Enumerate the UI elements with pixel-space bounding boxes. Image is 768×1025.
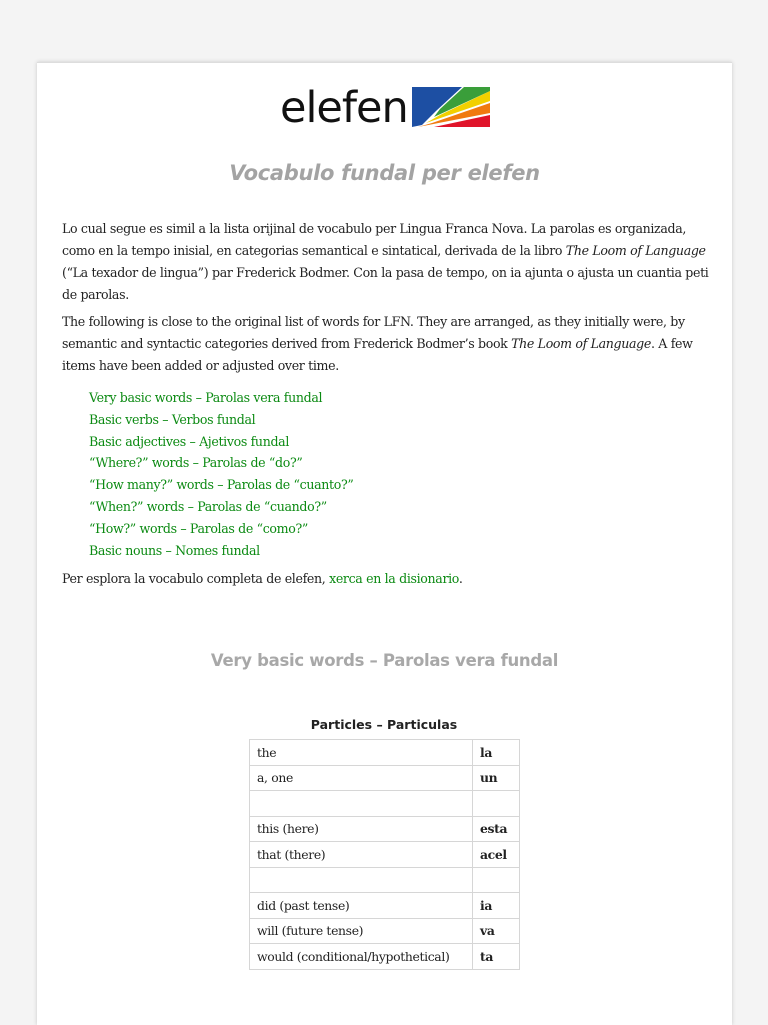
intro-lfn-part1: Lo cual segue es simil a la lista orijinal de vocabulo per Lingua Franca Nova. La parolas es organizada, como en la tempo inisial, en categorias semantical e sintatical, derivada de la libro [62,221,687,258]
logo-wordmark: elefen [280,83,408,133]
english-cell: the [250,740,473,766]
link-how-many-words[interactable]: “How many?” words – Parolas de “cuanto?” [89,477,354,493]
table-row [250,816,520,842]
table-row-spacer [250,791,520,817]
table-row [250,893,520,919]
elefen-cell [473,867,520,893]
elefen-cell: un [473,765,520,791]
english-cell: did (past tense) [250,893,473,919]
explore-paragraph [62,568,712,590]
table-row-spacer [250,867,520,893]
link-where-words[interactable]: “Where?” words – Parolas de “do?” [89,455,303,471]
table-row [250,944,520,970]
elefen-cell [473,791,520,817]
intro-paragraph-en [62,311,712,377]
english-cell: a, one [250,765,473,791]
elefen-logo[interactable] [280,85,492,131]
elefen-cell: va [473,918,520,944]
elefen-cell: acel [473,842,520,868]
table-row [250,842,520,868]
english-cell: this (here) [250,816,473,842]
link-how-words[interactable]: “How?” words – Parolas de “como?” [89,520,308,536]
elefen-cell: esta [473,816,520,842]
link-basic-verbs[interactable]: Basic verbs – Verbos fundal [89,411,256,427]
intro-en-part2: . A few items have been added or adjusted over time. [62,336,693,373]
english-cell [250,867,473,893]
table-row [250,918,520,944]
english-cell: would (conditional/hypothetical) [250,944,473,970]
explore-prefix: Per esplora la vocabulo completa de elefen, [62,571,330,586]
english-cell [250,791,473,817]
link-basic-adjectives[interactable]: Basic adjectives – Ajetivos fundal [89,433,289,449]
explore-suffix: . [458,571,463,586]
intro-en-book-title: The Loom of Language [511,336,651,351]
english-cell: will (future tense) [250,918,473,944]
section-heading: Very basic words – Parolas vera fundal [210,651,559,670]
category-link-list [89,387,353,561]
intro-en-part1: The following is close to the original list of words for LFN. They are arranged, as they initially were, by semantic and syntactic categories derived from Frederick Bodmer’s book [62,314,685,351]
table-caption: Particles – Particulas [310,717,458,732]
elefen-cell: la [473,740,520,766]
document-page [37,62,732,1025]
link-when-words[interactable]: “When?” words – Parolas de “cuando?” [89,498,327,514]
page-title: Vocabulo fundal per elefen [229,161,540,185]
dictionary-link[interactable]: xerca en la disionario [329,571,459,586]
elefen-cell: ia [473,893,520,919]
intro-paragraph-lfn [62,218,712,306]
table-row [250,765,520,791]
english-cell: that (there) [250,842,473,868]
intro-lfn-book-title: The Loom of Language [565,243,706,258]
link-very-basic-words[interactable]: Very basic words – Parolas vera fundal [89,390,323,405]
elefen-cell: ta [473,944,520,970]
particles-table [249,739,520,970]
table-row [250,740,520,766]
logo-stripes-icon [412,87,490,127]
link-basic-nouns[interactable]: Basic nouns – Nomes fundal [89,542,260,558]
intro-lfn-part2: (“La texador de lingua”) par Frederick Bodmer. Con la pasa de tempo, on ia ajunta o ajusta un cuantia peti de parolas. [62,265,709,302]
